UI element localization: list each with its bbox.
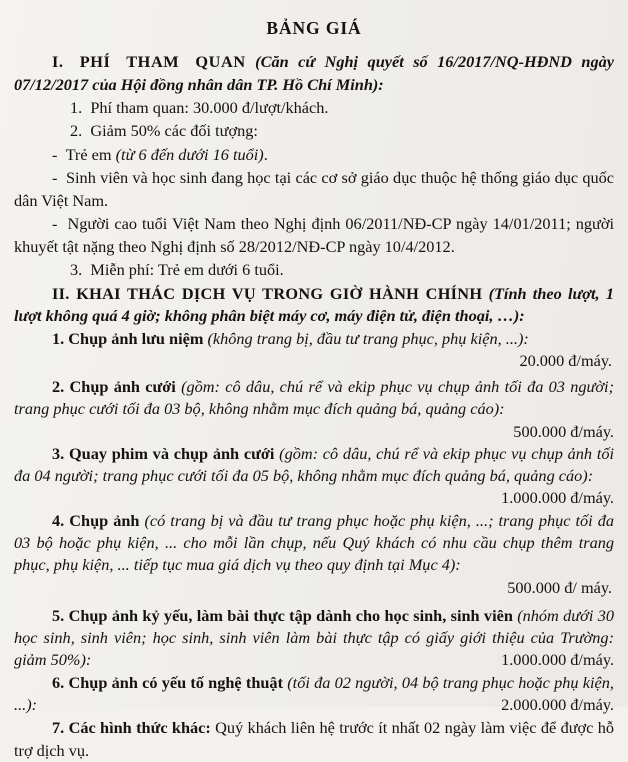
section-1-dash-1 — [14, 144, 614, 166]
service-number: 1. — [52, 328, 65, 348]
dash-text: Người cao tuổi Việt Nam theo Nghị định 06/2011/NĐ-CP ngày 14/01/2011; người khuyết tật nặng theo Nghị định số 28/2012/NĐ-CP ngày 10/4/2012. — [14, 214, 615, 256]
dash-marker: - — [52, 214, 58, 234]
section-2-roman: II. KHAI THÁC DỊCH VỤ TRONG GIỜ HÀNH CHÍNH — [52, 283, 483, 303]
service-item-6 — [14, 672, 614, 717]
item-text: Giảm 50% các đối tượng: — [90, 121, 258, 141]
service-price-1: 20.000 đ/máy. — [519, 351, 612, 371]
service-item-7 — [14, 717, 614, 762]
section-1-heading-note: (Căn cứ Nghị quyết số 16/2017/NQ-HĐND ngày 07/12/2017 của Hội đồng nhân dân TP. Hồ Chí Minh): — [14, 52, 614, 94]
item-number: 3. — [70, 260, 83, 280]
dash-tail: . — [263, 144, 268, 164]
service-note: (gồm: cô dâu, chú rể và ekip phục vụ chụp ảnh tối đa 03 người; trang phục cưới tối đa 03 bộ, không nhằm mục đích quảng bá, quảng cáo): — [14, 376, 614, 419]
service-item-5 — [14, 605, 614, 672]
dash-text: Sinh viên và học sinh đang học tại các cơ sở giáo dục thuộc hệ thống giáo dục quốc dân Việt Nam. — [14, 168, 614, 210]
service-note: (không trang bị, đầu tư trang phục, phụ kiện, ...): — [207, 328, 529, 348]
section-1-item-3 — [14, 259, 614, 281]
service-number: 2. — [52, 376, 65, 396]
service-price-5: 1.000.000 đ/máy. — [501, 650, 614, 670]
service-note: (tối đa 02 người, 04 bộ trang phục hoặc phụ kiện, ...): — [14, 673, 614, 715]
item-text: Phí tham quan: 30.000 đ/lượt/khách. — [90, 97, 329, 117]
service-plain-text: Quý khách liên hệ trước ít nhất 02 ngày làm việc để được hỗ trợ dịch vụ. — [14, 718, 614, 760]
dash-marker: - — [52, 168, 58, 188]
section-1-item-2 — [14, 120, 614, 142]
section-1-dash-2 — [14, 167, 614, 212]
item-number: 2. — [70, 121, 83, 141]
section-1-roman: I. PHÍ THAM QUAN — [52, 52, 246, 71]
service-price-2: 500.000 đ/máy. — [513, 421, 614, 441]
section-1-item-1 — [14, 97, 614, 119]
service-name: Chụp ảnh kỷ yếu, làm bài thực tập dành cho học sinh, sinh viên — [68, 605, 513, 625]
service-number: 4. — [52, 510, 65, 530]
service-price-3: 1.000.000 đ/máy. — [501, 488, 614, 508]
page-title: BẢNG GIÁ — [266, 18, 362, 38]
section-1-heading — [14, 51, 614, 97]
service-note: (nhóm dưới 30 học sinh, sinh viên; học sinh, sinh viên làm bài thực tập có giấy giới thiệu của Trường: giảm 50%): — [14, 605, 614, 670]
section-2-heading — [14, 283, 614, 328]
section-1-dash-3 — [14, 213, 614, 258]
section-2-heading-note: (Tính theo lượt, 1 lượt không quá 4 giờ; không phân biệt máy cơ, máy điện tử, điện thoại, …): — [14, 283, 614, 325]
service-name: Quay phim và chụp ảnh cưới — [68, 443, 275, 463]
dash-marker: - — [52, 144, 58, 164]
service-name: Chụp ảnh lưu niệm — [68, 328, 204, 348]
service-number: 7. — [52, 718, 65, 738]
service-number: 5. — [52, 605, 65, 625]
service-note: (gồm: cô dâu, chú rể và ekip phục vụ chụp ảnh tối đa 04 người; trang phục cưới tối đa 05 bộ, không nhằm mục đích quảng bá, quảng cáo): — [14, 443, 615, 486]
service-item-1 — [14, 328, 614, 350]
dash-note: (từ 6 đến dưới 16 tuổi) — [115, 144, 264, 164]
item-number: 1. — [70, 97, 83, 117]
service-name: Chụp ảnh có yếu tố nghệ thuật — [68, 673, 283, 693]
service-name: Các hình thức khác: — [68, 718, 211, 738]
service-item-2 — [14, 376, 614, 441]
service-name: Chụp ảnh cưới — [69, 376, 176, 396]
service-note: (có trang bị và đầu tư trang phục hoặc phụ kiện, ...; trang phục tối đa 03 bộ hoặc phụ kiện, ... cho mỗi lần chụp, nếu Quý khách có nhu cầu chụp thêm trang phục, phụ kiện, ... tiếp tục mua giá dịch vụ theo quy định tại Mục 4): — [14, 510, 614, 575]
service-price-4: 500.000 đ/ máy. — [507, 578, 612, 598]
service-number: 3. — [52, 443, 65, 463]
service-item-4 — [14, 510, 614, 577]
dash-text: Trẻ em — [65, 144, 116, 164]
service-name: Chụp ảnh — [69, 510, 140, 530]
item-text: Miễn phí: Trẻ em dưới 6 tuổi. — [90, 260, 284, 280]
service-number: 6. — [52, 673, 65, 693]
service-price-6: 2.000.000 đ/máy. — [501, 695, 614, 715]
service-item-3 — [14, 443, 615, 508]
